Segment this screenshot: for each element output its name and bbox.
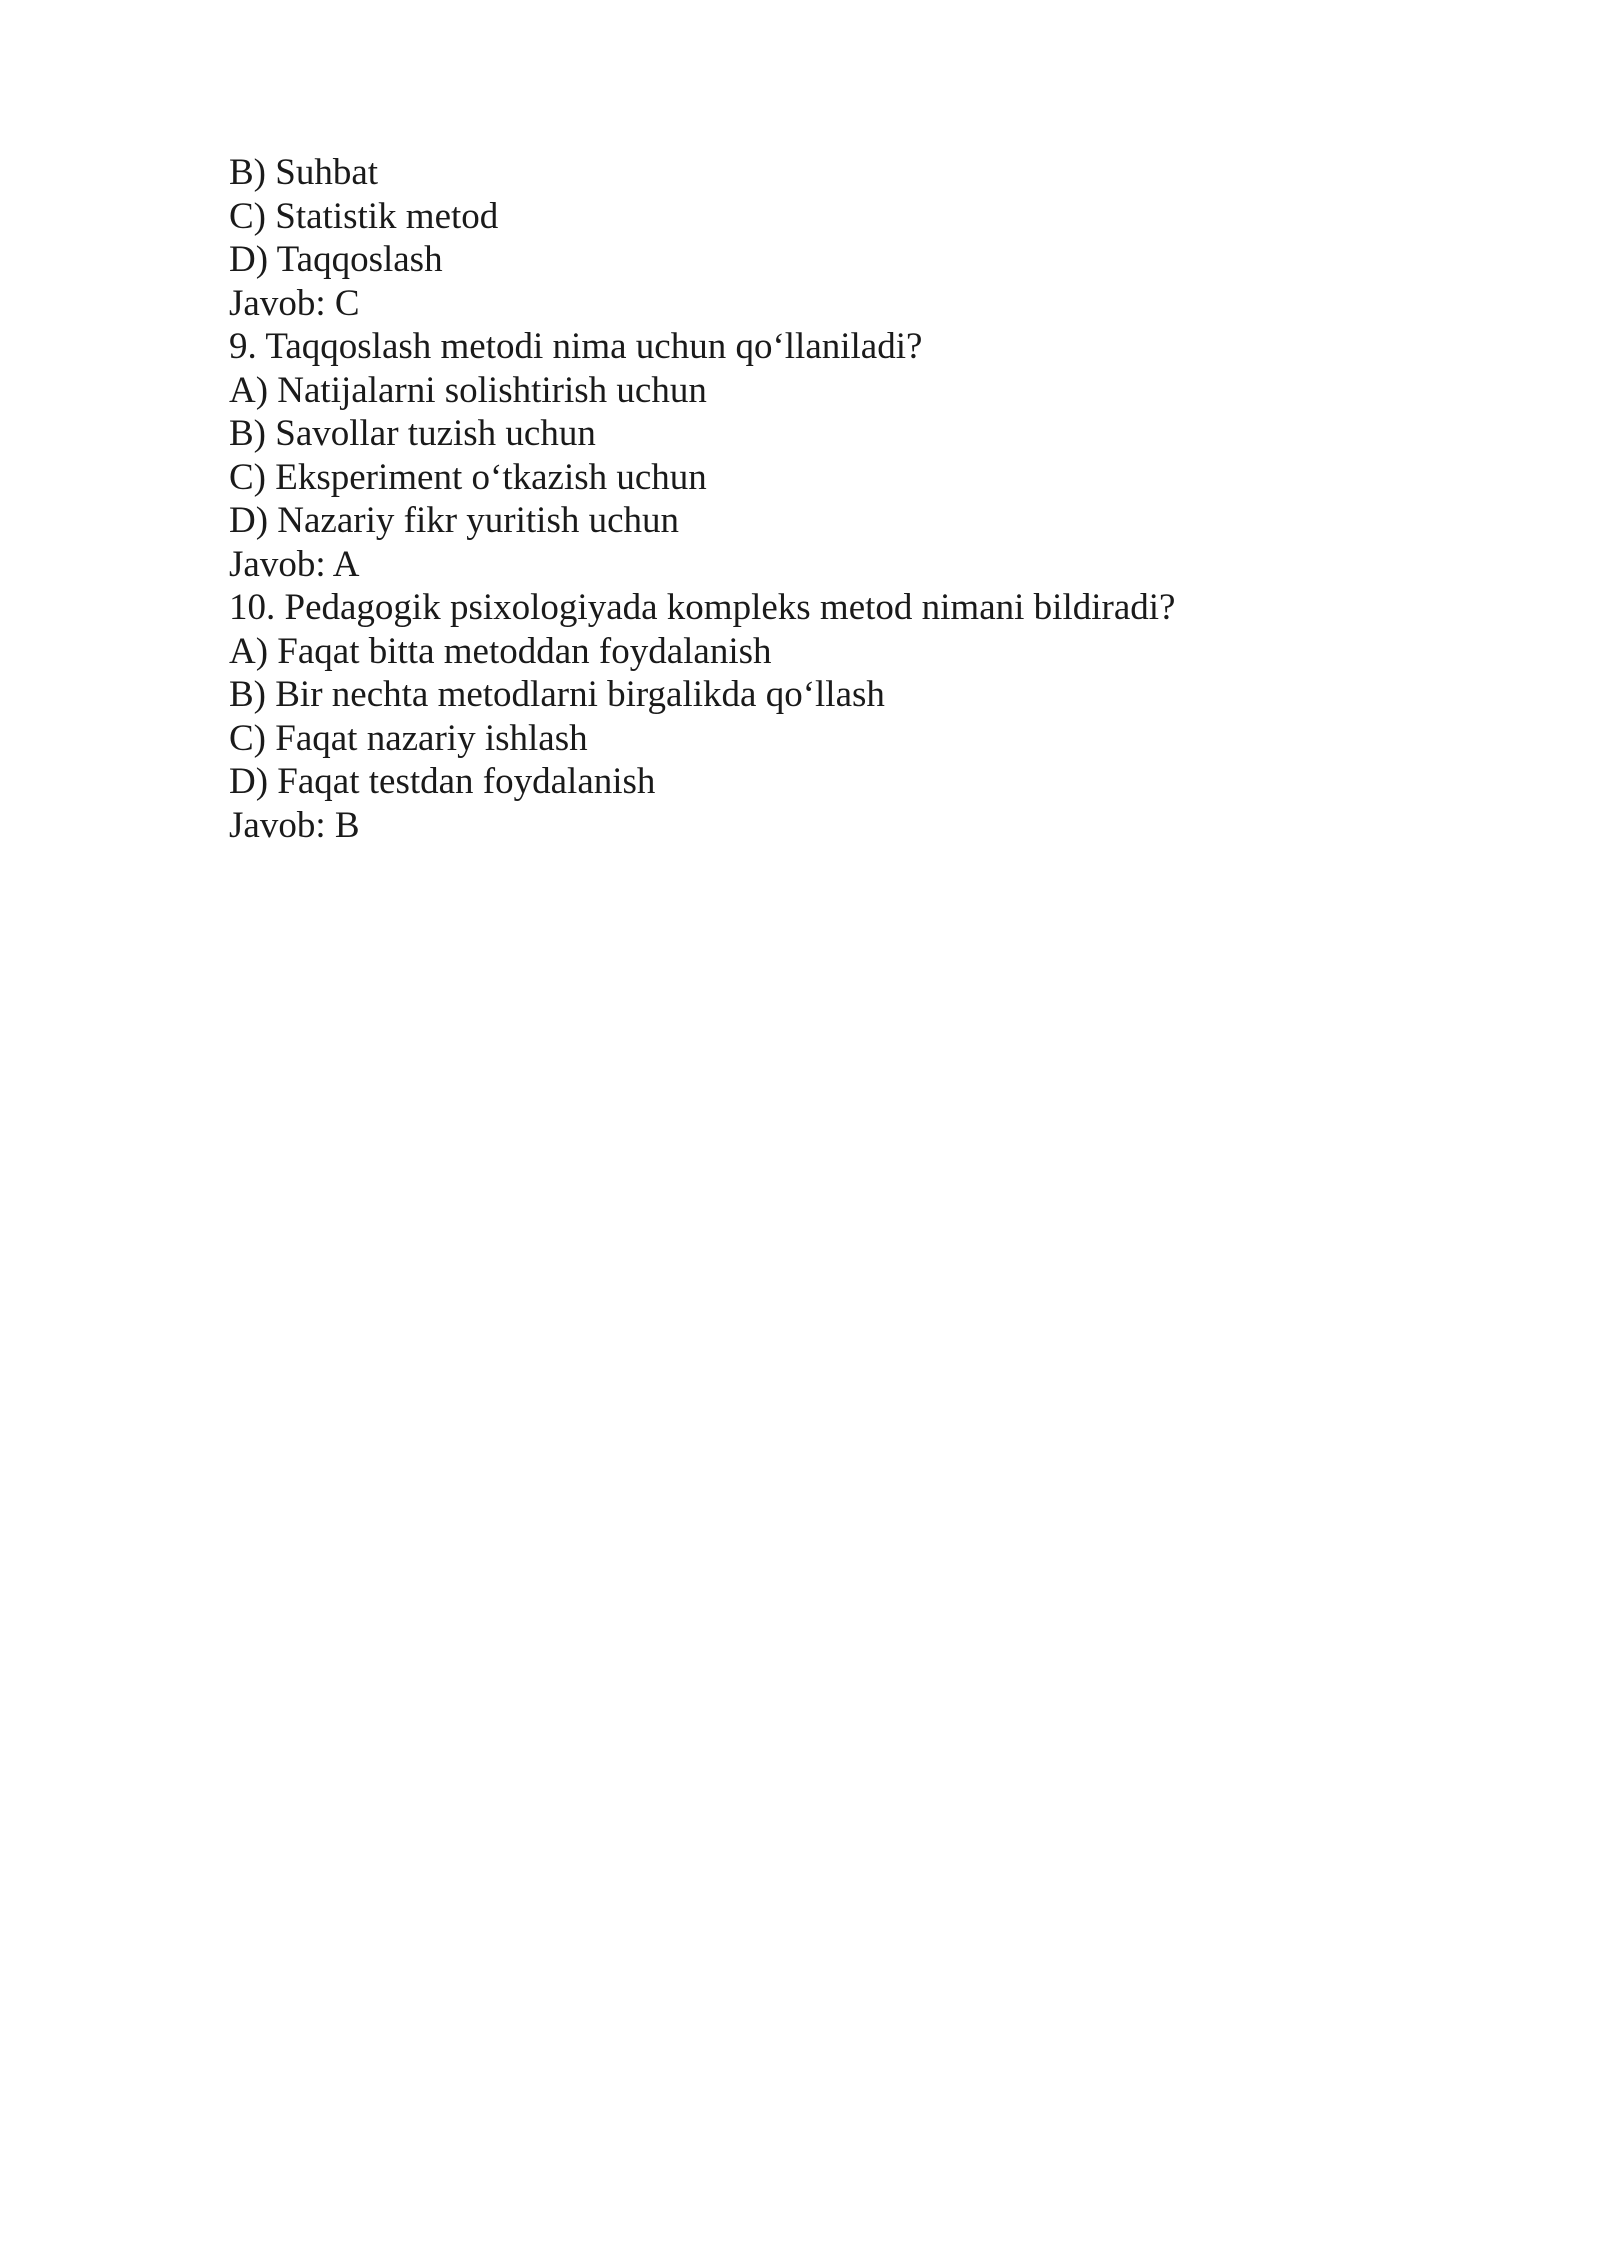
option-d-q9: D) Nazariy fikr yuritish uchun bbox=[229, 500, 680, 541]
option-c-q10: C) Faqat nazariy ishlash bbox=[229, 717, 588, 759]
question-9: 9. Taqqoslash metodi nima uchun qo‘llaniladi? bbox=[229, 326, 923, 367]
option-a-q10: A) Faqat bitta metoddan foydalanish bbox=[229, 630, 772, 672]
option-b-q9: B) Savollar tuzish uchun bbox=[229, 413, 596, 454]
option-b-q8: B) Suhbat bbox=[229, 152, 379, 193]
answer-q8: Javob: C bbox=[229, 282, 360, 324]
option-d-q8: D) Taqqoslash bbox=[229, 239, 443, 280]
option-a-q9: A) Natijalarni solishtirish uchun bbox=[229, 369, 707, 411]
option-d-q10: D) Faqat testdan foydalanish bbox=[229, 761, 656, 802]
answer-q9: Javob: A bbox=[229, 543, 360, 585]
option-c-q9: C) Eksperiment o‘tkazish uchun bbox=[229, 456, 707, 498]
option-b-q10: B) Bir nechta metodlarni birgalikda qo‘llash bbox=[229, 674, 885, 715]
answer-q10: Javob: B bbox=[229, 804, 360, 846]
question-10: 10. Pedagogik psixologiyada kompleks metod nimani bildiradi? bbox=[229, 587, 1176, 628]
quiz-text-block bbox=[229, 151, 1369, 847]
option-c-q8: C) Statistik metod bbox=[229, 195, 499, 237]
